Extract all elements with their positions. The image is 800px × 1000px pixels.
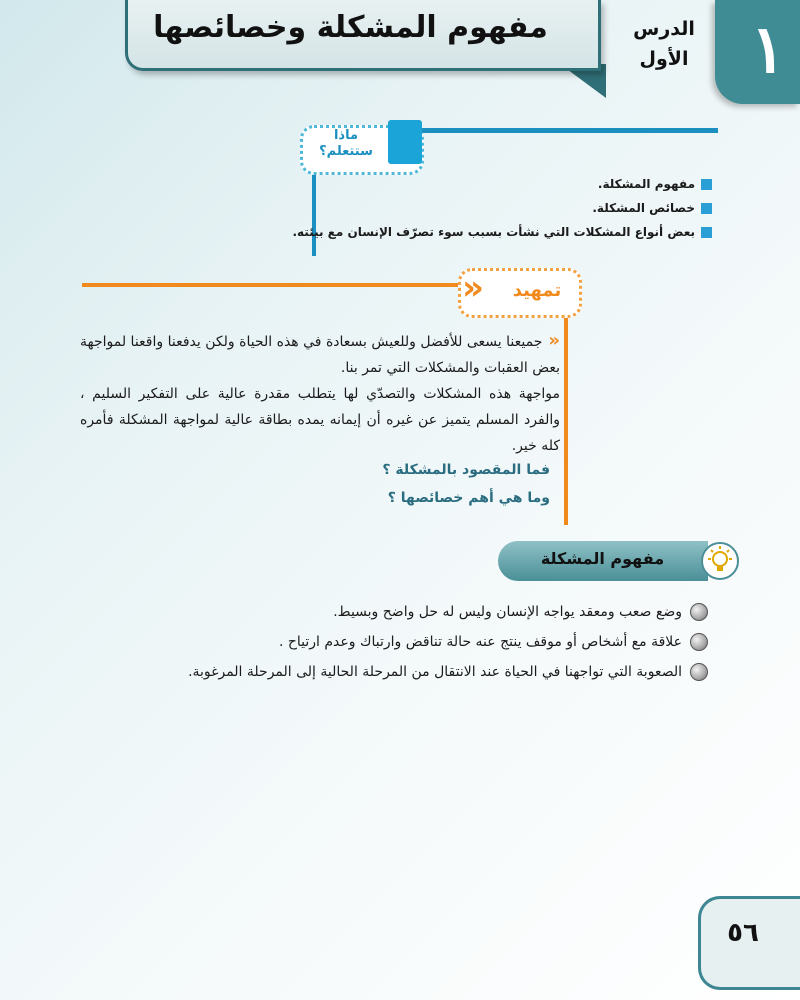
definitions-list — [148, 597, 708, 687]
learn-block-icon — [388, 120, 422, 164]
objective-item — [292, 172, 712, 196]
page-number: ٥٦ — [727, 918, 759, 948]
objective-text: مفهوم المشكلة. — [597, 177, 695, 191]
intro-paragraph-1-text: جميعنا يسعى للأفضل وللعيش بسعادة في هذه الحياة ولكن يدفعنا واقعنا لمواجهة بعض العقبات والمشكلات التي تمر بنا. — [80, 334, 560, 376]
page-title: مفهوم المشكلة وخصائصها — [153, 10, 548, 45]
definition-item — [148, 597, 708, 627]
lesson-number: ١ — [750, 10, 786, 88]
intro-question-2: وما هي أهم خصائصها ؟ — [387, 490, 550, 506]
double-chevron-icon: « — [462, 268, 484, 308]
lesson-number-tab — [715, 0, 800, 104]
definition-item — [148, 627, 708, 657]
round-bullet-icon — [690, 663, 708, 681]
intro-body — [80, 328, 560, 459]
lightbulb-icon — [700, 541, 740, 581]
objective-item — [292, 196, 712, 220]
section-title: مفهوم المشكلة — [540, 549, 665, 568]
title-banner — [125, 0, 601, 71]
intro-divider-horizontal — [82, 283, 465, 287]
definition-text: علاقة مع أشخاص أو موقف ينتج عنه حالة تناقض وارتباك وعدم ارتياح . — [278, 634, 682, 650]
learn-label-line2: ستتعلم؟ — [319, 144, 373, 159]
square-bullet-icon — [701, 203, 712, 214]
definition-text: وضع صعب ومعقد يواجه الإنسان وليس له حل واضح وبسيط. — [333, 604, 682, 620]
square-bullet-icon — [701, 179, 712, 190]
intro-label: تمهيد — [512, 280, 562, 301]
round-bullet-icon — [690, 633, 708, 651]
learn-label — [304, 128, 388, 160]
objective-text: خصائص المشكلة. — [592, 201, 695, 215]
lesson-label-line1: الدرس — [633, 18, 695, 40]
objective-text: بعض أنواع المشكلات التي نشأت بسبب سوء تصرّف الإنسان مع بيئته. — [292, 225, 695, 239]
learn-label-line1: ماذا — [333, 128, 359, 143]
objective-item — [292, 220, 712, 244]
intro-question-1: فما المقصود بالمشكلة ؟ — [382, 462, 550, 478]
round-bullet-icon — [690, 603, 708, 621]
lesson-label — [624, 14, 704, 74]
definition-item — [148, 657, 708, 687]
square-bullet-icon — [701, 227, 712, 238]
objectives-list — [292, 172, 712, 244]
intro-paragraph-1 — [80, 328, 560, 381]
double-chevron-icon: « — [548, 330, 560, 351]
learn-divider-horizontal — [400, 128, 718, 133]
lesson-label-line2: الأول — [639, 48, 689, 70]
intro-divider-vertical — [564, 310, 568, 525]
definition-text: الصعوبة التي تواجهنا في الحياة عند الانتقال من المرحلة الحالية إلى المرحلة المرغوبة. — [188, 664, 682, 680]
intro-paragraph-2: مواجهة هذه المشكلات والتصدّي لها يتطلب مقدرة عالية على التفكير السليم ، والفرد المسلم يتميز عن غيره أن إيمانه يمده بطاقة عالية لمواجهة المشكلة فأمره كله خير. — [80, 386, 560, 454]
